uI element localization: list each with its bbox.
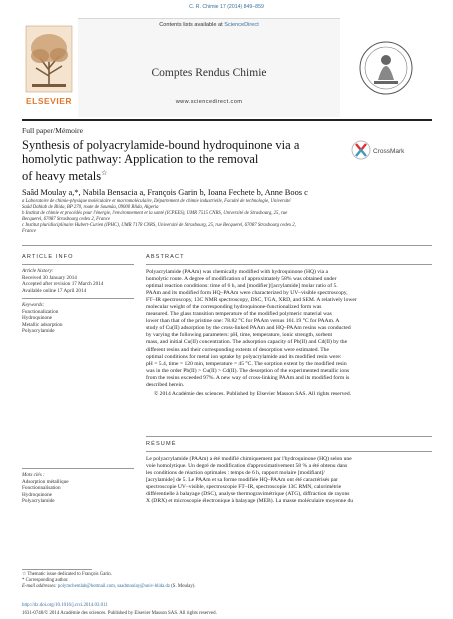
keywords-label: Keywords: [22, 302, 45, 308]
history-item: Received 30 January 2014 [22, 274, 77, 281]
sciencedirect-link[interactable]: ScienceDirect [224, 22, 259, 28]
keyword: Metallic adsorption [22, 321, 63, 328]
affiliation-line: c Institut pluridisciplinaire Hubert-Curien (IPHC), UMR 7178 CNRS, Université de Strasbourg, 25, rue Becquerel, 67087 Strasbourg cedex 2, [22, 223, 296, 229]
affiliation-divider [22, 245, 432, 246]
resume-top-rule [146, 436, 432, 437]
keywords-block [22, 302, 134, 335]
resume-line: différentielle à balayage (DSC), analyse thermogravimétrique (ATG), diffraction de rayons [146, 491, 350, 498]
abstract-line: described herein. [146, 381, 185, 388]
affiliations [22, 199, 432, 236]
affiliation-line: France [22, 229, 36, 235]
mots-label: Mots clés : [22, 472, 45, 478]
affiliation-line: b Institut de chimie et procédés pour l'énergie, l'environnement et la santé (ICPEES), UMR 7515 CNRS, Université de Strasbourg, 25, rue [22, 211, 288, 217]
history-item: Accepted after revision 17 March 2014 [22, 281, 104, 287]
abstract-line: mass, and initial Cu(II) concentration. The adsorption capacity of Pb(II) and Cd(II) by the [146, 339, 348, 346]
footnote-corresponding: * Corresponding author. [22, 578, 69, 584]
article-section: Full paper/Mémoire [22, 126, 83, 135]
mot-cle: Fonctionnalisation [22, 485, 61, 491]
issn-copyright: 1631-0748/© 2014 Académie des sciences. Published by Elsevier Masson SAS. All rights reserved. [22, 611, 217, 616]
keyword: Functionalization [22, 308, 59, 315]
title-line-2: homolytic pathway: Application to the removal [22, 152, 259, 167]
abstract-line: measured. The glass transition temperature of the modified polymeric material was [146, 311, 332, 318]
abstract-line: from the resins exceeded 97%. A new way of cross-linking PAAm and its modified form is [146, 374, 350, 381]
title-line-1: Synthesis of polyacrylamide-bound hydroquinone via a [22, 138, 300, 152]
resume-line: [acrylamide] de 5. Le PAAm et sa forme modifiée HQ–PAAm ont été caractérisés par [146, 477, 338, 484]
resume-body [146, 456, 432, 505]
article-info-rule [22, 264, 134, 265]
abstract-line: was in the order Pb(II) > Cu(II) > Cd(II). The desorption of the experimented metallic ions [146, 367, 350, 374]
footnotes [22, 572, 196, 590]
history-label: Article history: [22, 268, 54, 274]
mots-cles-block [22, 472, 134, 505]
abstract-line: FT–IR spectroscopy, 13C NMR spectroscopy, DSC, TGA, XRD, and SEM. A relatively lower [146, 297, 357, 304]
journal-url[interactable]: www.sciencedirect.com [175, 99, 243, 105]
article-info-heading: ARTICLE INFO [22, 254, 74, 260]
abstract-heading: ABSTRACT [146, 254, 185, 260]
abstract-line: different resins and their corresponding extents of desorption were estimated. The [146, 346, 329, 353]
title-footnote-mark[interactable]: ☆ [101, 169, 108, 178]
resume-line: voie homolytique. Un degré de modification d'approximativement 58 % a été obtenu dans [146, 463, 348, 470]
abstract-line: by varying the following parameters: pH, time, temperature, ionic strength, sorbent [146, 332, 333, 339]
abstract-line: optimal conditions for metal ion uptake by polyacrylamide and its modified resin were: [146, 353, 342, 360]
resume-heading: RÉSUMÉ [146, 441, 177, 447]
history-item: Available online 17 April 2014 [22, 287, 87, 294]
affiliation-line: Becquerel, 67087 Strasbourg cedex 2, France [22, 217, 110, 223]
abstract-line: PAAm and its modified form HQ–PAAm were characterized by UV–visible spectroscopy, [146, 290, 348, 297]
affiliation-line: a Laboratoire de chimie-physique moléculaire et macromoléculaire, Département de chimie industrielle, Faculté de technologie, Université [22, 199, 291, 204]
mot-cle: Adsorption métallique [22, 478, 69, 485]
abstract-line: optimal reaction conditions: time of 6 h, and [modifier]/[acrylamide] molar ratio of 5. [146, 283, 338, 290]
history-rule [22, 298, 134, 299]
email-suffix: (S. Moulay). [170, 584, 196, 590]
abstract-line: Polyacrylamide (PAAm) was chemically modified with hydroquinone (HQ) via a [146, 269, 329, 275]
affiliation-line: Saâd Dahlab de Blida, BP 270, route de Soumâa, 09000 Blida, Algeria [22, 205, 159, 211]
contents-prefix: Contents lists available at [159, 22, 225, 28]
footnote-dedication: ☆ Thematic issue dedicated to François Garin. [22, 572, 112, 577]
email-label: E-mail addresses: [22, 584, 58, 590]
resume-rule [146, 451, 432, 452]
keyword: Hydroquinone [22, 315, 52, 321]
resume-line: spectroscopie UV–visible, spectroscopie FT–IR, spectroscopie 13C RMN, calorimétrie [146, 484, 342, 491]
abstract-copyright: © 2014 Académie des sciences. Published by Elsevier Masson SAS. All rights reserved. [154, 390, 352, 397]
resume-line: les conditions de réaction optimales : temps de 6 h, rapport molaire [modifiant]/ [146, 470, 325, 477]
resume-line: Le polyacrylamide (PAAm) a été modifié chimiquement par l'hydroquinone (HQ) selon une [146, 456, 352, 462]
doi-link[interactable]: http://dx.doi.org/10.1016/j.crci.2014.03.011 [22, 603, 108, 608]
abstract-body [146, 269, 432, 398]
footnote-rule [22, 569, 92, 570]
article-title [22, 138, 382, 184]
journal-header [78, 18, 340, 117]
email-links[interactable]: polymchemlab@hotmail.com, saadmoulay@univ-blida.dz [57, 584, 171, 590]
mots-rule [22, 468, 134, 469]
crossmark-badge[interactable] [350, 139, 420, 161]
abstract-line: lower than that of the pristine one: 78.82 °C for PAAm versus 161.19 °C for PAAm. A [146, 318, 340, 325]
academie-seal-logo [358, 38, 414, 102]
header-divider [22, 119, 432, 121]
journal-name: Comptes Rendus Chimie [151, 67, 267, 79]
mot-cle: Hydroquinone [22, 491, 52, 498]
abstract-line: molecular weight of the corresponding hydroquinone-functionalized form was [146, 304, 322, 311]
title-line-3-text: of heavy metals [22, 169, 102, 184]
author-list: Saâd Moulay a,*, Nabila Bensacia a, François Garin b, Ioana Fechete b, Anne Boos c [22, 188, 308, 197]
article-history [22, 268, 134, 294]
journal-reference: C. R. Chimie 17 (2014) 849–859 [189, 4, 264, 10]
abstract-rule [146, 264, 432, 265]
title-line-3 [22, 166, 382, 183]
crossmark-label: CrossMark [373, 148, 405, 155]
keyword: Polyacrylamide [22, 328, 55, 334]
contents-line [78, 22, 340, 28]
resume-line: X (DRX) et microscopie électronique à balayage (MEB). La masse moléculaire moyenne du [146, 498, 354, 505]
abstract-line: homolytic route. A degree of modification of approximately 58% was obtained under [146, 276, 337, 283]
abstract-line: study of Cu(II) adsorption by the cross-linked PAAm and HQ–PAAm resins was conducted [146, 325, 351, 332]
abstract-line: pH = 5.4, time = 120 min, temperature = 45 °C. The sorption extent by the modified resin [146, 360, 347, 367]
footnote-emails [22, 584, 196, 590]
mot-cle: Polyacrylamide [22, 498, 55, 504]
publisher-wordmark: ELSEVIER [25, 96, 73, 106]
